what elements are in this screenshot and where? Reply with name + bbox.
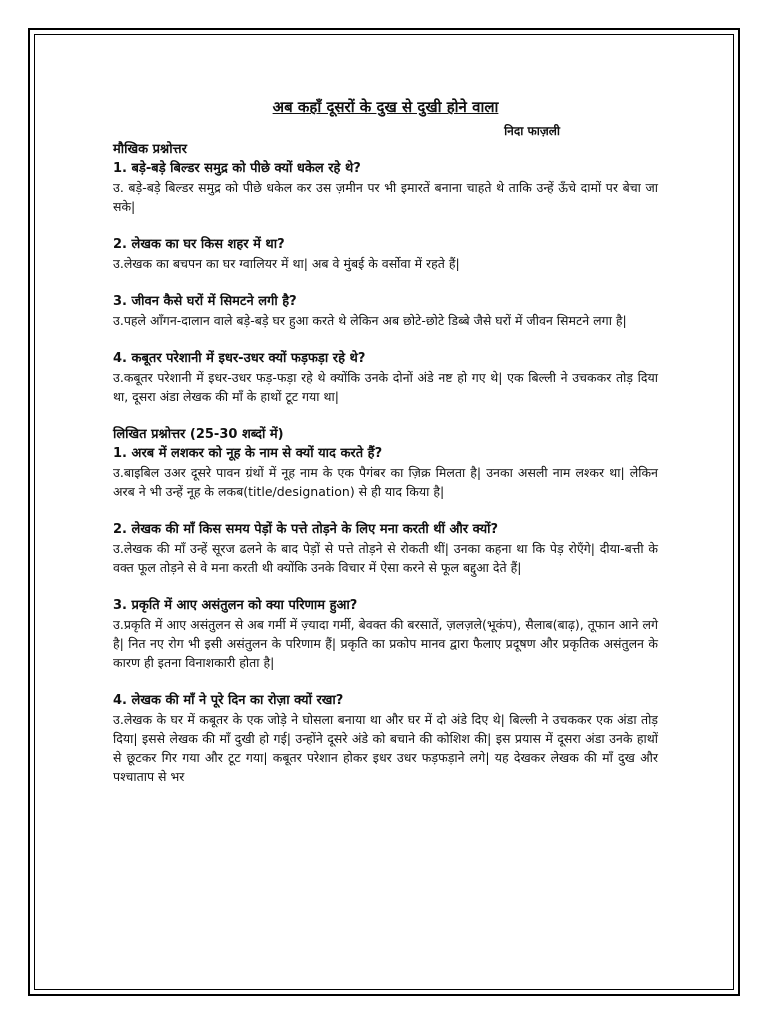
qa-item [113, 691, 658, 786]
author-name: निदा फाज़ली [504, 124, 560, 138]
answer: उ.बाइबिल उअर दूसरे पावन ग्रंथों में नूह नाम के एक पैगंबर का ज़िक्र मिलता है| उनका असली नाम लश्कर था| लेकिन अरब ने भी उन्हें नूह के लकब(title/designation) से ही याद किया है| [113, 465, 658, 499]
answer: उ.प्रकृति में आए असंतुलन से अब गर्मी में ज़्यादा गर्मी, बेवक्त की बरसातें, ज़लज़ले(भूकंप), सैलाब(बाढ़), तूफान आने लगे है| नित नए रोग भी इसी असंतुलन के परिणाम हैं| प्रकृति का प्रकोप मानव द्वारा फैलाए प्रदूषण और प्रकृतिक असंतुलन के कारण ही इतना विनाशकारी होता है| [113, 617, 658, 670]
answer: उ.लेखक का बचपन का घर ग्वालियर में था| अब वे मुंबई के वर्सोवा में रहते हैं| [113, 256, 460, 271]
section-heading-oral: मौखिक प्रश्नोत्तर [113, 142, 187, 157]
answer: उ.पहले आँगन-दालान वाले बड़े-बड़े घर हुआ करते थे लेकिन अब छोटे-छोटे डिब्बे जैसे घरों में जीवन सिमटने लगा है| [113, 313, 627, 328]
document-body [113, 96, 658, 786]
qa-item [113, 292, 658, 330]
qa-item [113, 520, 658, 577]
question: 2. लेखक की माँ किस समय पेड़ों के पत्ते तोड़ने के लिए मना करती थीं और क्यों? [113, 522, 499, 537]
question: 1. बड़े-बड़े बिल्डर समुद्र को पीछे क्यों धकेल रहे थे? [113, 161, 361, 176]
qa-item [113, 596, 658, 672]
qa-item [113, 444, 658, 501]
qa-item [113, 349, 658, 406]
answer: उ.लेखक की माँ उन्हें सूरज ढलने के बाद पेड़ों से पत्ते तोड़ने से रोकती थीं| उनका कहना था कि पेड़ रोएँगे| दीया-बत्ती के वक्त फूल तोड़ने से वे मना करती थी क्योंकि उनके विचार में ऐसा करने से फूल बद्दुआ देते हैं| [113, 541, 658, 575]
qa-item [113, 235, 658, 273]
question: 2. लेखक का घर किस शहर में था? [113, 237, 285, 252]
question: 3. प्रकृति में आए असंतुलन को क्या परिणाम हुआ? [113, 598, 358, 613]
question: 1. अरब में लशकर को नूह के नाम से क्यों याद करते हैं? [113, 446, 383, 461]
question: 4. लेखक की माँ ने पूरे दिन का रोज़ा क्यों रखा? [113, 693, 344, 708]
document-title: अब कहाँ दूसरों के दुख से दुखी होने वाला [272, 98, 499, 116]
qa-item [113, 159, 658, 216]
answer: उ.कबूतर परेशानी में इधर-उधर फड़-फड़ा रहे थे क्योंकि उनके दोनों अंडे नष्ट हो गए थे| एक बिल्ली ने उचककर तोड़ दिया था, दूसरा अंडा लेखक की माँ के हाथों टूट गया था| [113, 370, 658, 404]
question: 3. जीवन कैसे घरों में सिमटने लगी है? [113, 294, 297, 309]
answer: उ.लेखक के घर में कबूतर के एक जोड़े ने घोसला बनाया था और घर में दो अंडे दिए थे| बिल्ली ने उचककर एक अंडा तोड़ दिया| इससे लेखक की माँ दुखी हो गई| उन्होंने दूसरे अंडे को बचाने की कोशिश की| इस प्रयास में दूसरा अंडा उनके हाथों से छूटकर गिर गया और टूट गया| कबूतर परेशान होकर इधर उधर फड़फड़ाने लगे| यह देखकर लेखक की माँ दुख और पश्चाताप से भर [113, 712, 658, 784]
question: 4. कबूतर परेशानी में इधर-उधर क्यों फड़फड़ा रहे थे? [113, 351, 366, 366]
section-heading-written: लिखित प्रश्नोत्तर (25-30 शब्दों में) [113, 427, 284, 442]
answer: उ. बड़े-बड़े बिल्डर समुद्र को पीछे धकेल कर उस ज़मीन पर भी इमारतें बनाना चाहते थे ताकि उन्हें ऊँचे दामों पर बेचा जा सके| [113, 180, 658, 214]
